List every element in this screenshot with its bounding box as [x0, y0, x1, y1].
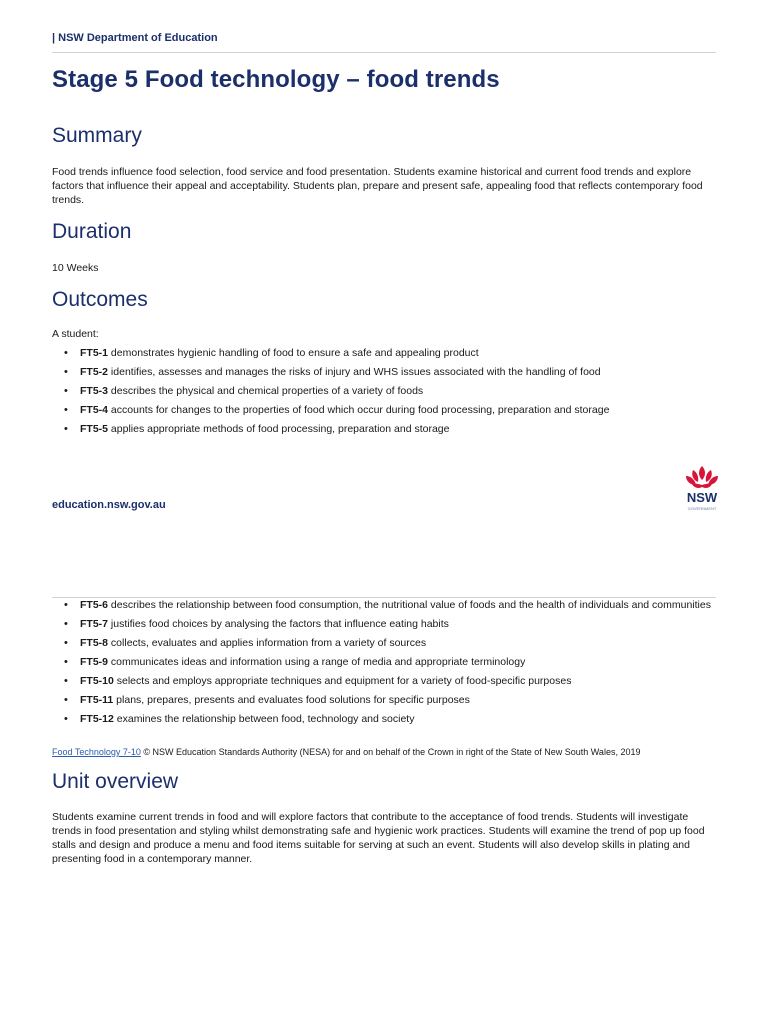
list-item: [52, 347, 712, 360]
header-divider: [52, 52, 716, 53]
outcome-code: FT5-1: [80, 347, 109, 359]
page-divider: [52, 597, 716, 598]
footer-url-link[interactable]: education.nsw.gov.au: [52, 499, 166, 511]
list-item: [52, 713, 712, 726]
outcomes-list-page2: [52, 599, 712, 732]
summary-text: Food trends influence food selection, food service and food presentation. Students examine historical and current food trends and explore factors that influence their appeal and acceptability. Students plan, prepare and present safe, appealing food that reflects contemporary food trends.: [52, 166, 703, 206]
outcome-text: justifies food choices by analysing the factors that influence eating habits: [108, 618, 449, 630]
nsw-waratah-logo-icon: [672, 464, 732, 514]
outcome-code: FT5-4: [80, 404, 109, 416]
list-item: [52, 637, 712, 650]
unit-overview-heading: Unit overview: [52, 770, 179, 793]
outcomes-heading: Outcomes: [52, 288, 148, 311]
duration-text: 10 Weeks: [52, 262, 99, 274]
list-item: [52, 675, 712, 688]
svg-text:NSW: NSW: [686, 490, 718, 505]
unit-overview-text: Students examine current trends in food and will explore factors that contribute to the acceptance of food trends. Students will investigate trends in food presentation and styling whilst demonstrating safe and hygienic work practices. Students will examine the trend of pop up food stalls and design and produce a menu and food items suitable for serving at such an event. Students will also develop skills in plating and presenting food in a contemporary manner.: [52, 811, 705, 865]
outcome-code: FT5-12: [80, 713, 114, 725]
outcome-code: FT5-7: [80, 618, 109, 630]
list-item: [52, 404, 712, 417]
outcome-code: FT5-9: [80, 656, 109, 668]
nesa-credit: [52, 746, 732, 758]
document-title: Stage 5 Food technology – food trends: [52, 66, 500, 93]
list-item: [52, 599, 712, 612]
svg-text:GOVERNMENT: GOVERNMENT: [687, 506, 717, 511]
food-technology-syllabus-link[interactable]: Food Technology 7-10: [52, 747, 141, 757]
summary-heading: Summary: [52, 124, 142, 147]
outcome-text: accounts for changes to the properties of food which occur during food processing, preparation and storage: [108, 404, 610, 416]
outcome-code: FT5-11: [80, 694, 114, 706]
department-header: | NSW Department of Education: [52, 32, 218, 44]
duration-heading: Duration: [52, 220, 132, 243]
outcome-text: demonstrates hygienic handling of food to ensure a safe and appealing product: [108, 347, 479, 359]
outcome-code: FT5-6: [80, 599, 109, 611]
outcome-text: selects and employs appropriate techniques and equipment for a variety of food-specific purposes: [113, 675, 572, 687]
outcome-code: FT5-5: [80, 423, 109, 435]
outcome-text: communicates ideas and information using a range of media and appropriate terminology: [108, 656, 526, 668]
outcome-text: describes the physical and chemical properties of a variety of foods: [108, 385, 424, 397]
outcome-text: examines the relationship between food, technology and society: [113, 713, 415, 725]
list-item: [52, 366, 712, 379]
outcomes-list-page1: [52, 347, 712, 442]
list-item: [52, 385, 712, 398]
outcome-text: identifies, assesses and manages the risks of injury and WHS issues associated with the handling of food: [108, 366, 601, 378]
outcome-code: FT5-10: [80, 675, 114, 687]
list-item: [52, 694, 712, 707]
outcome-code: FT5-2: [80, 366, 109, 378]
outcomes-intro: A student:: [52, 328, 99, 340]
outcome-code: FT5-3: [80, 385, 109, 397]
outcome-text: plans, prepares, presents and evaluates food solutions for specific purposes: [113, 694, 470, 706]
credit-text: © NSW Education Standards Authority (NESA) for and on behalf of the Crown in right of the State of New South Wales, 2019: [140, 747, 641, 757]
list-item: [52, 618, 712, 631]
outcome-text: describes the relationship between food consumption, the nutritional value of foods and the health of individuals and communities: [108, 599, 711, 611]
outcome-text: applies appropriate methods of food processing, preparation and storage: [108, 423, 450, 435]
list-item: [52, 656, 712, 669]
list-item: [52, 423, 712, 436]
outcome-text: collects, evaluates and applies information from a variety of sources: [108, 637, 427, 649]
page-2: [0, 560, 768, 1024]
outcome-code: FT5-8: [80, 637, 109, 649]
